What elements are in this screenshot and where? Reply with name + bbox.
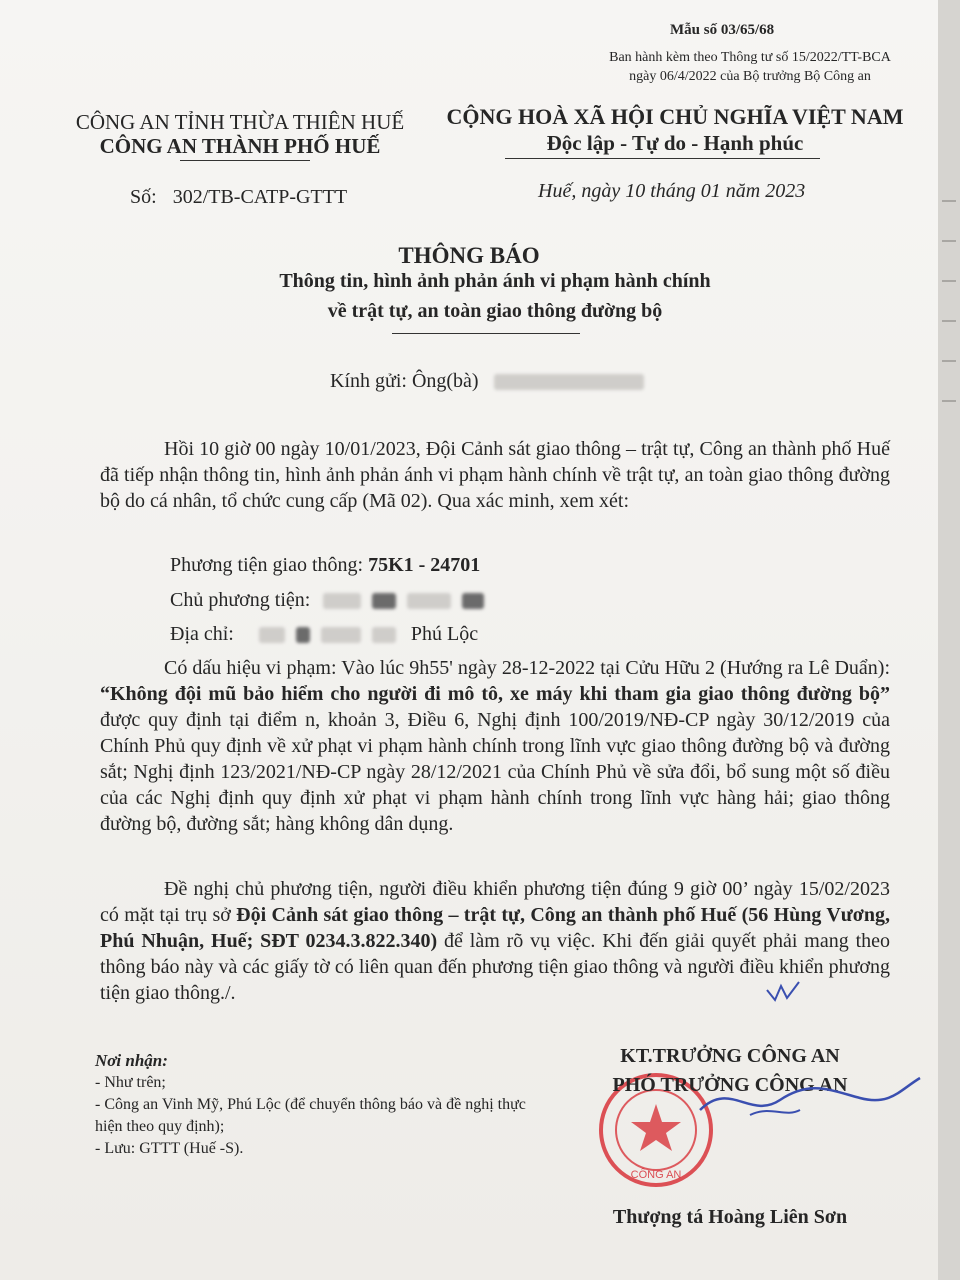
nation-line-2: Độc lập - Tự do - Hạnh phúc	[546, 131, 804, 155]
signature-title-2: PHÓ TRƯỞNG CÔNG AN	[612, 1074, 848, 1096]
redacted-address-2	[296, 627, 310, 643]
handwritten-tick-icon	[765, 980, 805, 1004]
page-title: THÔNG BÁO	[398, 243, 540, 268]
subtitle-line-2: về trật tự, an toàn giao thông đường bộ	[327, 300, 663, 322]
vehicle-label: Phương tiện giao thông:	[170, 554, 364, 576]
redacted-address-4	[372, 627, 396, 643]
violation-legal-basis: được quy định tại điểm n, khoản 3, Điều 6, Nghị định 100/2019/NĐ-CP ngày 30/12/2019 của Chính Phủ quy định về xử phạt vi phạm hành chính trong lĩnh vực giao thông đường bộ và đường sắt; Nghị định 123/2021/NĐ-CP ngày 28/12/2021 của Chính Phủ về sửa đổi, bổ sung một số điều của các Nghị định quy định xử phạt vi phạm hành chính trong lĩnh vực hàng hải; giao thông đường bộ, đường sắt; hàng không dân dụng.	[100, 709, 890, 835]
redacted-owner-4	[462, 593, 484, 609]
recipients-heading: Nơi nhận:	[95, 1051, 168, 1070]
signature-title-1: KT.TRƯỞNG CÔNG AN	[620, 1045, 840, 1067]
page-edge	[938, 0, 960, 1280]
paragraph-intro: Hồi 10 giờ 00 ngày 10/01/2023, Đội Cảnh sát giao thông – trật tự, Công an thành phố Huế đã tiếp nhận thông tin, hình ảnh phản ánh vi phạm hành chính về trật tự, an toàn giao thông đường bộ do cá nhân, tổ chức cung cấp (Mã 02). Qua xác minh, xem xét:	[100, 438, 890, 512]
recipient-item: - Như trên;	[95, 1074, 166, 1091]
edge-mark	[942, 400, 956, 402]
owner-field	[170, 587, 484, 613]
issue-date: Huế, ngày 10 tháng 01 năm 2023	[538, 180, 806, 202]
issued-line-2: ngày 06/4/2022 của Bộ trưởng Bộ Công an	[629, 69, 871, 84]
subtitle-line-1: Thông tin, hình ảnh phản ánh vi phạm hành chính	[279, 270, 711, 292]
recipient-item: - Công an Vinh Mỹ, Phú Lộc (để chuyển thông báo và đề nghị thực hiện theo quy định);	[95, 1096, 526, 1135]
vehicle-field	[170, 552, 480, 578]
request-rest: để làm rõ vụ việc. Khi đến giải quyết phải mang theo thông báo này và các giấy tờ có liên quan đến phương tiện giao thông và người điều khiển phương tiện giao thông./.	[100, 930, 891, 1004]
issued-note	[560, 48, 938, 86]
request-intro: Đề nghị chủ phương tiện, người điều khiển phương tiện đúng 9 giờ 00’ ngày 15/02/2023 có mặt tại trụ sở	[100, 878, 890, 926]
reference-number	[130, 186, 347, 209]
redacted-owner-3	[407, 593, 451, 609]
org-underline	[180, 160, 310, 161]
greeting-text: Kính gửi: Ông(bà)	[330, 370, 479, 392]
greeting	[330, 370, 644, 393]
owner-label: Chủ phương tiện:	[170, 589, 311, 611]
signer-name: Thượng tá Hoàng Liên Sơn	[612, 1206, 848, 1228]
handwritten-signature-icon	[690, 1070, 930, 1130]
recipient-item: - Lưu: GTTT (Huế -S).	[95, 1140, 244, 1157]
edge-mark	[942, 240, 956, 242]
address-field	[170, 621, 478, 647]
redacted-name	[494, 374, 644, 390]
edge-mark	[942, 280, 956, 282]
reference-value: 302/TB-CATP-GTTT	[172, 186, 348, 208]
violation-intro: Có dấu hiệu vi phạm: Vào lúc 9h55' ngày 28-12-2022 tại Cửu Hữu 2 (Hướng ra Lê Duẩn):	[164, 657, 890, 679]
edge-mark	[942, 320, 956, 322]
violation-description: “Không đội mũ bảo hiểm cho người đi mô tô, xe máy khi tham gia giao thông đường bộ”	[100, 683, 890, 705]
redacted-address-3	[321, 627, 361, 643]
address-suffix: Phú Lộc	[410, 623, 479, 645]
edge-mark	[942, 200, 956, 202]
nation-underline	[505, 158, 820, 159]
edge-mark	[942, 360, 956, 362]
issued-line-1: Ban hành kèm theo Thông tư số 15/2022/TT-BCA	[609, 50, 891, 65]
recipients-block	[95, 1050, 535, 1160]
seal-label: CÔNG AN	[630, 1169, 682, 1181]
redacted-address-1	[259, 627, 285, 643]
request-office: Đội Cảnh sát giao thông – trật tự, Công an thành phố Huế (56 Hùng Vương, Phú Nhuận, Huế; SĐT 0234.3.822.340)	[100, 904, 890, 952]
org-line-1: CÔNG AN TỈNH THỪA THIÊN HUẾ	[75, 110, 405, 134]
subtitle-underline	[392, 333, 580, 334]
address-label: Địa chỉ:	[170, 623, 234, 645]
redacted-owner-1	[323, 593, 361, 609]
vehicle-plate: 75K1 - 24701	[368, 554, 481, 576]
form-number: Mẫu số 03/65/68	[670, 22, 775, 38]
nation-line-1: CỘNG HOÀ XÃ HỘI CHỦ NGHĨA VIỆT NAM	[446, 104, 904, 129]
org-line-2: CÔNG AN THÀNH PHỐ HUẾ	[99, 134, 381, 158]
paragraph-violation	[100, 655, 890, 837]
redacted-owner-2	[372, 593, 396, 609]
reference-label: Số:	[130, 186, 157, 208]
